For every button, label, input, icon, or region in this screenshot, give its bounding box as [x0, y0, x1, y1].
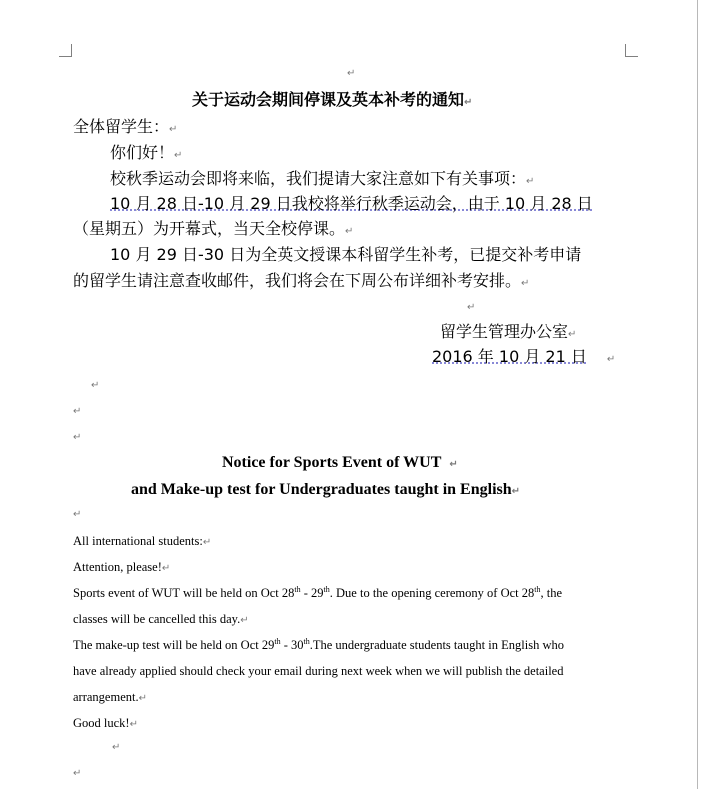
chinese-greeting-text: 你们好！ — [110, 143, 175, 162]
english-title-line1[interactable] — [222, 454, 458, 472]
english-para2-line3[interactable] — [73, 690, 147, 705]
text-run: , the — [540, 586, 563, 600]
paragraph-mark: ↵ — [73, 406, 82, 417]
chinese-para1-line1-text: 10 月 28 日-10 月 29 日我校将举行秋季运动会，由于 10 月 28 日 — [110, 194, 593, 213]
english-para2-line2[interactable] — [73, 664, 563, 679]
chinese-para2-line1[interactable] — [110, 244, 581, 266]
chinese-date[interactable] — [432, 346, 615, 371]
chinese-para1-line2[interactable] — [73, 218, 353, 243]
chinese-intro-text: 校秋季运动会即将来临，我们提请大家注意如下有关事项： — [110, 169, 527, 188]
superscript: th — [323, 584, 330, 594]
paragraph-mark: ↵ — [169, 124, 178, 135]
paragraph-mark: ↵ — [129, 719, 138, 730]
paragraph-mark: ↵ — [345, 226, 354, 237]
english-para2-line3-text: arrangement. — [73, 690, 139, 704]
superscript: th — [274, 636, 281, 646]
english-salutation-text: All international students: — [73, 534, 203, 548]
chinese-salutation-text: 全体留学生： — [73, 117, 170, 136]
margin-corner-top-left — [59, 44, 72, 57]
english-para1-line1[interactable] — [73, 586, 562, 601]
margin-corner-top-right — [625, 44, 638, 57]
page-edge — [697, 0, 698, 789]
chinese-greeting[interactable] — [110, 142, 182, 167]
chinese-para1-line2-text: （星期五）为开幕式，当天全校停课。 — [73, 219, 346, 238]
paragraph-mark: ↵ — [511, 486, 521, 497]
chinese-para2-line1-text: 10 月 29 日-30 日为全英文授课本科留学生补考，已提交补考申请 — [110, 245, 582, 264]
chinese-title[interactable] — [192, 89, 472, 114]
paragraph-mark: ↵ — [347, 68, 356, 79]
text-run: . Due to the opening ceremony of Oct 28 — [329, 586, 535, 600]
superscript: th — [294, 584, 301, 594]
paragraph-mark: ↵ — [240, 615, 249, 626]
superscript: th — [534, 584, 541, 594]
text-run: Sports event of WUT will be held on Oct 28 — [73, 586, 295, 600]
english-para2-line2-text: have already applied should check your email during next week when we will publish the detailed — [73, 664, 564, 678]
paragraph-mark: ↵ — [112, 742, 121, 753]
english-attention-text: Attention, please! — [73, 560, 162, 574]
paragraph-mark: ↵ — [91, 380, 100, 391]
english-para2-line1[interactable] — [73, 638, 564, 653]
paragraph-mark: ↵ — [467, 302, 476, 313]
text-run: - 29 — [300, 586, 324, 600]
english-para1-line2-text: classes will be cancelled this day. — [73, 612, 241, 626]
chinese-date-text: 2016 年 10 月 21 日 — [432, 347, 587, 366]
text-run: - 30 — [280, 638, 304, 652]
superscript: th — [303, 636, 310, 646]
paragraph-mark: ↵ — [73, 768, 82, 779]
paragraph-mark: ↵ — [568, 329, 577, 340]
paragraph-mark: ↵ — [73, 509, 82, 520]
chinese-para2-line2-text: 的留学生请注意查收邮件，我们将会在下周公布详细补考安排。 — [73, 271, 522, 290]
paragraph-mark: ↵ — [449, 459, 458, 470]
english-salutation[interactable] — [73, 534, 211, 549]
english-attention[interactable] — [73, 560, 170, 575]
english-title-line2-text: and Make-up test for Undergraduates taught in English — [131, 481, 512, 498]
chinese-office[interactable] — [440, 321, 576, 346]
text-run: The make-up test will be held on Oct 29 — [73, 638, 275, 652]
paragraph-mark: ↵ — [202, 537, 212, 548]
paragraph-mark: ↵ — [174, 150, 183, 161]
chinese-intro[interactable] — [110, 168, 534, 193]
chinese-title-text: 关于运动会期间停课及英本补考的通知 — [192, 90, 465, 109]
paragraph-mark: ↵ — [73, 432, 82, 443]
english-closing[interactable] — [73, 716, 138, 731]
text-run: .The undergraduate students taught in English who — [309, 638, 564, 652]
chinese-office-text: 留学生管理办公室 — [440, 322, 569, 341]
paragraph-mark: ↵ — [161, 563, 171, 574]
chinese-para2-line2[interactable] — [73, 270, 529, 295]
paragraph-mark: ↵ — [526, 176, 535, 187]
english-para1-line2[interactable] — [73, 612, 249, 627]
paragraph-mark: ↵ — [606, 354, 616, 365]
paragraph-mark: ↵ — [521, 278, 530, 289]
paragraph-mark: ↵ — [138, 693, 147, 704]
chinese-para1-line1[interactable] — [110, 193, 593, 215]
english-title-line2[interactable] — [131, 481, 520, 499]
paragraph-mark: ↵ — [464, 97, 473, 108]
chinese-salutation[interactable] — [73, 116, 177, 141]
english-closing-text: Good luck! — [73, 716, 130, 730]
english-title-line1-text: Notice for Sports Event of WUT — [222, 454, 442, 471]
